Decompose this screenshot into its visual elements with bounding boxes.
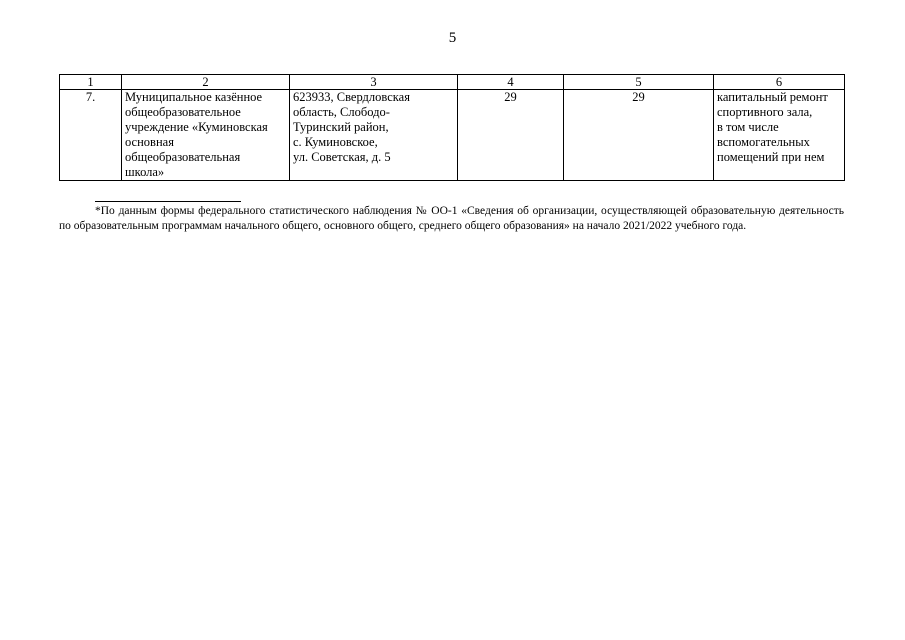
header-col-2: 2	[122, 75, 290, 90]
header-col-5: 5	[564, 75, 714, 90]
table-header-row	[60, 75, 845, 90]
value-col-5-cell: 29	[564, 90, 714, 181]
header-col-1: 1	[60, 75, 122, 90]
footnote-divider	[95, 201, 241, 202]
page-number: 5	[448, 30, 457, 46]
address-cell: 623933, Свердловская область, Слободо- Туринский район, с. Куминовское, ул. Советская, д. 5	[290, 90, 458, 181]
row-number-cell: 7.	[60, 90, 122, 181]
table-row	[60, 90, 845, 181]
footnote-text: *По данным формы федерального статистического наблюдения № ОО-1 «Сведения об организации, осуществляющей образовательную деятельность по образовательным программам начального общего, основного общего, среднего общего образования» на начало 2021/2022 учебного года.	[59, 205, 844, 232]
institution-name-cell: Муниципальное казённое общеобразовательное учреждение «Куминовская основная общеобразовательная школа»	[122, 90, 290, 181]
work-description-cell: капитальный ремонт спортивного зала, в том числе вспомогательных помещений при нем	[714, 90, 845, 181]
header-col-6: 6	[714, 75, 845, 90]
data-table	[59, 74, 845, 181]
header-col-4: 4	[458, 75, 564, 90]
value-col-4-cell: 29	[458, 90, 564, 181]
header-col-3: 3	[290, 75, 458, 90]
